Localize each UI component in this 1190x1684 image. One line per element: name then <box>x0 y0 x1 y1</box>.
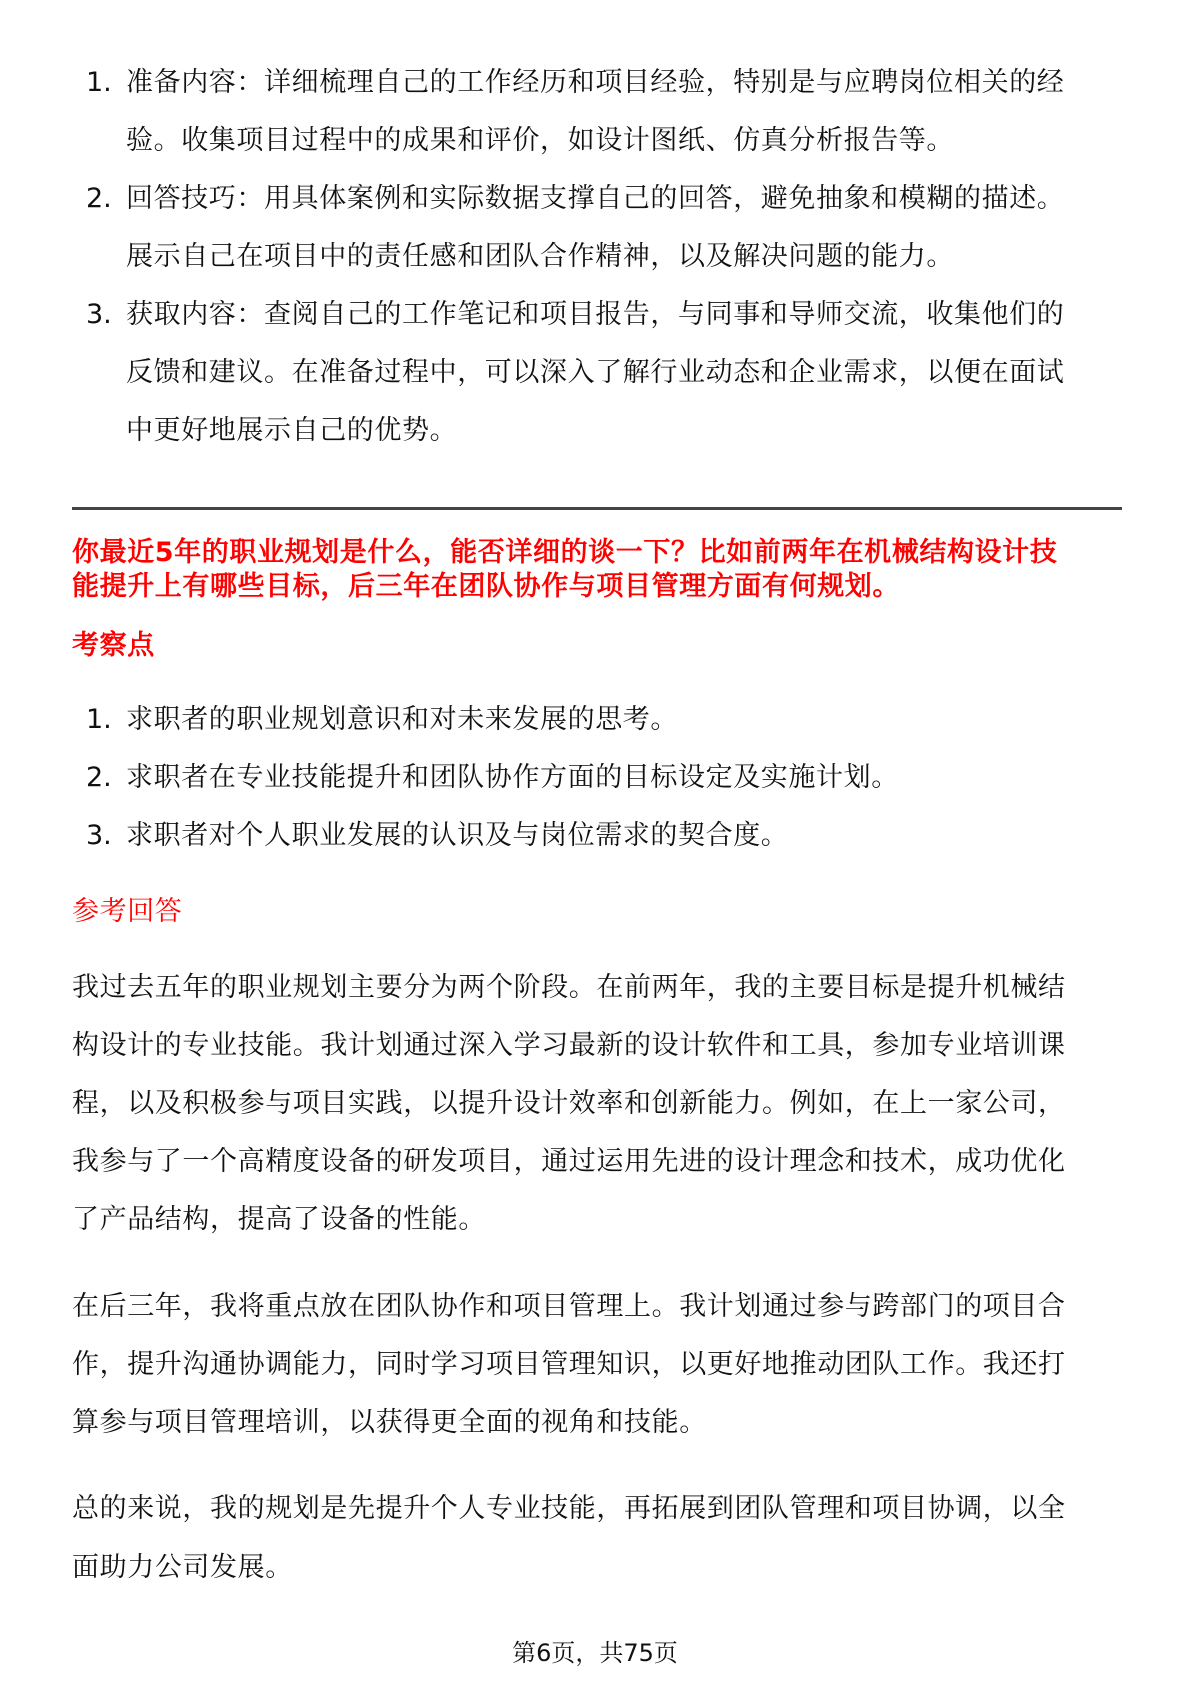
list-item-text: 求职者对个人职业发展的认识及与岗位需求的契合度。 <box>126 820 789 851</box>
paragraph-line: 了产品结构，提高了设备的性能。 <box>72 1204 486 1235</box>
question-heading: 你最近5年的职业规划是什么，能否详细的谈一下？比如前两年在机械结构设计技 <box>72 537 1058 568</box>
paragraph-line: 我过去五年的职业规划主要分为两个阶段。在前两年，我的主要目标是提升机械结 <box>72 972 1066 1003</box>
list-item-text: 反馈和建议。在准备过程中，可以深入了解行业动态和企业需求，以便在面试 <box>126 357 1065 388</box>
paragraph-line: 我参与了一个高精度设备的研发项目，通过运用先进的设计理念和技术，成功优化 <box>72 1146 1066 1177</box>
page-number: 第6页，共75页 <box>512 1639 678 1667</box>
paragraph-line: 算参与项目管理培训，以获得更全面的视角和技能。 <box>72 1407 707 1438</box>
paragraph-line: 面助力公司发展。 <box>72 1552 293 1583</box>
list-number: 3. <box>86 299 112 330</box>
paragraph-line: 作，提升沟通协调能力，同时学习项目管理知识，以更好地推动团队工作。我还打 <box>72 1349 1066 1380</box>
paragraph-line: 程，以及积极参与项目实践，以提升设计效率和创新能力。例如，在上一家公司， <box>72 1088 1066 1119</box>
list-number: 2. <box>86 183 112 214</box>
answer-title: 参考回答 <box>72 896 183 927</box>
question-heading: 能提升上有哪些目标，后三年在团队协作与项目管理方面有何规划。 <box>72 571 900 602</box>
list-item-text: 展示自己在项目中的责任感和团队合作精神，以及解决问题的能力。 <box>126 241 954 272</box>
paragraph-line: 总的来说，我的规划是先提升个人专业技能，再拓展到团队管理和项目协调，以全 <box>72 1493 1066 1524</box>
list-item-text: 获取内容：查阅自己的工作笔记和项目报告，与同事和导师交流，收集他们的 <box>126 299 1065 330</box>
list-item-text: 求职者在专业技能提升和团队协作方面的目标设定及实施计划。 <box>126 762 899 793</box>
list-item-text: 验。收集项目过程中的成果和评价，如设计图纸、仿真分析报告等。 <box>126 125 954 156</box>
list-number: 1. <box>86 67 112 98</box>
list-item-text: 中更好地展示自己的优势。 <box>126 415 458 446</box>
section-divider <box>72 507 1122 510</box>
list-number: 2. <box>86 762 112 793</box>
focus-title: 考察点 <box>72 630 155 661</box>
list-number: 1. <box>86 704 112 735</box>
list-number: 3. <box>86 820 112 851</box>
list-item-text: 回答技巧：用具体案例和实际数据支撑自己的回答，避免抽象和模糊的描述。 <box>126 183 1065 214</box>
list-item-text: 准备内容：详细梳理自己的工作经历和项目经验，特别是与应聘岗位相关的经 <box>126 67 1065 98</box>
list-item-text: 求职者的职业规划意识和对未来发展的思考。 <box>126 704 678 735</box>
paragraph-line: 构设计的专业技能。我计划通过深入学习最新的设计软件和工具，参加专业培训课 <box>72 1030 1066 1061</box>
paragraph-line: 在后三年，我将重点放在团队协作和项目管理上。我计划通过参与跨部门的项目合 <box>72 1291 1066 1322</box>
